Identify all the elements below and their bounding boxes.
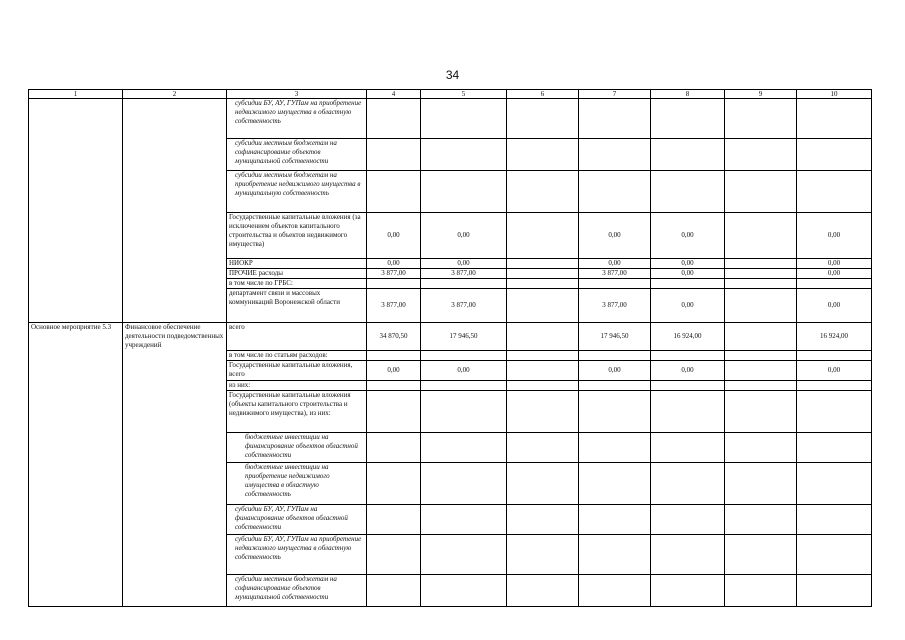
value-cell-col7	[579, 139, 651, 171]
table-row	[29, 259, 872, 269]
value-cell-col9	[725, 259, 797, 269]
column-header-2: 2	[123, 90, 227, 99]
value-cell-col8: 0,00	[651, 213, 725, 259]
value-cell-col10	[797, 139, 872, 171]
value-cell-col7: 0,00	[579, 360, 651, 380]
expense-item-cell: всего	[227, 323, 367, 351]
value-cell-col4	[367, 99, 421, 139]
value-cell-col6	[507, 279, 579, 289]
value-cell-col10	[797, 171, 872, 213]
value-cell-col7: 3 877,00	[579, 269, 651, 279]
value-cell-col6	[507, 323, 579, 351]
activity-cell	[29, 432, 123, 462]
value-cell-col5	[421, 504, 507, 534]
value-cell-col5: 17 946,50	[421, 323, 507, 351]
table-row	[29, 462, 872, 504]
activity-cell	[29, 350, 123, 360]
column-header-1: 1	[29, 90, 123, 99]
value-cell-col8	[651, 279, 725, 289]
table-row	[29, 534, 872, 574]
activity-cell	[29, 139, 123, 171]
value-cell-col8	[651, 534, 725, 574]
value-cell-col5: 3 877,00	[421, 289, 507, 323]
column-header-8: 8	[651, 90, 725, 99]
program-name-cell	[123, 289, 227, 323]
value-cell-col7: 0,00	[579, 213, 651, 259]
program-name-cell	[123, 380, 227, 390]
table-row	[29, 360, 872, 380]
value-cell-col9	[725, 390, 797, 432]
activity-cell	[29, 99, 123, 139]
value-cell-col8	[651, 432, 725, 462]
value-cell-col8	[651, 350, 725, 360]
value-cell-col4	[367, 462, 421, 504]
value-cell-col6	[507, 534, 579, 574]
value-cell-col10	[797, 504, 872, 534]
value-cell-col7	[579, 380, 651, 390]
expense-item-cell: субсидии БУ, АУ, ГУПам на приобретение недвижимого имущества в областную собственность	[227, 534, 367, 574]
value-cell-col10: 0,00	[797, 269, 872, 279]
program-name-cell	[123, 269, 227, 279]
program-name-cell	[123, 360, 227, 380]
expense-item-cell: бюджетные инвестиции на финансирование объектов областной собственности	[227, 432, 367, 462]
program-name-cell	[123, 432, 227, 462]
table-row	[29, 139, 872, 171]
expense-item-cell: субсидии местным бюджетам на софинансирование объектов муниципальной собственности	[227, 139, 367, 171]
value-cell-col9	[725, 171, 797, 213]
program-name-cell	[123, 462, 227, 504]
value-cell-col6	[507, 269, 579, 279]
value-cell-col10	[797, 462, 872, 504]
value-cell-col4: 3 877,00	[367, 289, 421, 323]
value-cell-col5: 0,00	[421, 213, 507, 259]
activity-cell	[29, 259, 123, 269]
value-cell-col5	[421, 432, 507, 462]
expense-item-cell: ПРОЧИЕ расходы	[227, 269, 367, 279]
value-cell-col5	[421, 279, 507, 289]
value-cell-col4	[367, 380, 421, 390]
value-cell-col5	[421, 390, 507, 432]
table-row	[29, 432, 872, 462]
value-cell-col8: 0,00	[651, 360, 725, 380]
table-row	[29, 380, 872, 390]
value-cell-col7	[579, 574, 651, 606]
value-cell-col9	[725, 574, 797, 606]
value-cell-col6	[507, 350, 579, 360]
value-cell-col7	[579, 462, 651, 504]
program-name-cell	[123, 279, 227, 289]
value-cell-col10: 0,00	[797, 360, 872, 380]
expense-item-cell: субсидии БУ, АУ, ГУПам на финансирование объектов областной собственности	[227, 504, 367, 534]
activity-cell	[29, 360, 123, 380]
activity-cell	[29, 269, 123, 279]
value-cell-col8	[651, 139, 725, 171]
value-cell-col6	[507, 259, 579, 269]
value-cell-col4	[367, 139, 421, 171]
value-cell-col9	[725, 432, 797, 462]
value-cell-col10	[797, 380, 872, 390]
value-cell-col8: 16 924,00	[651, 323, 725, 351]
value-cell-col9	[725, 504, 797, 534]
value-cell-col8	[651, 171, 725, 213]
expense-item-cell: субсидии местным бюджетам на приобретение недвижимого имущества в муниципальную собственность	[227, 171, 367, 213]
value-cell-col8: 0,00	[651, 269, 725, 279]
table-body	[29, 99, 872, 607]
program-name-cell	[123, 213, 227, 259]
value-cell-col4	[367, 432, 421, 462]
value-cell-col9	[725, 279, 797, 289]
value-cell-col6	[507, 574, 579, 606]
expense-item-cell: Государственные капитальные вложения (за исключением объектов капитального строительства и объектов недвижимого имущества)	[227, 213, 367, 259]
value-cell-col4	[367, 279, 421, 289]
value-cell-col4	[367, 574, 421, 606]
value-cell-col8	[651, 462, 725, 504]
value-cell-col5	[421, 350, 507, 360]
program-name-cell	[123, 574, 227, 606]
activity-cell	[29, 390, 123, 432]
table-row	[29, 289, 872, 323]
value-cell-col7	[579, 350, 651, 360]
column-header-3: 3	[227, 90, 367, 99]
expense-item-cell: департамент связи и массовых коммуникаций Воронежской области	[227, 289, 367, 323]
activity-cell	[29, 213, 123, 259]
activity-cell	[29, 574, 123, 606]
value-cell-col7	[579, 390, 651, 432]
column-header-5: 5	[421, 90, 507, 99]
value-cell-col5: 3 877,00	[421, 269, 507, 279]
table-row	[29, 574, 872, 606]
value-cell-col4: 0,00	[367, 360, 421, 380]
value-cell-col8: 0,00	[651, 259, 725, 269]
value-cell-col7: 0,00	[579, 259, 651, 269]
value-cell-col9	[725, 350, 797, 360]
value-cell-col5	[421, 171, 507, 213]
value-cell-col7	[579, 171, 651, 213]
expense-item-cell: Государственные капитальные вложения, всего	[227, 360, 367, 380]
column-number-row	[29, 90, 872, 99]
column-header-6: 6	[507, 90, 579, 99]
table-row	[29, 390, 872, 432]
value-cell-col10: 0,00	[797, 213, 872, 259]
value-cell-col10	[797, 534, 872, 574]
value-cell-col10: 0,00	[797, 259, 872, 269]
value-cell-col4: 3 877,00	[367, 269, 421, 279]
activity-cell	[29, 534, 123, 574]
value-cell-col10	[797, 390, 872, 432]
value-cell-col8	[651, 99, 725, 139]
value-cell-col7: 3 877,00	[579, 289, 651, 323]
expense-item-cell: в том числе по ГРБС:	[227, 279, 367, 289]
expense-item-cell: НИОКР	[227, 259, 367, 269]
column-header-7: 7	[579, 90, 651, 99]
value-cell-col8	[651, 390, 725, 432]
value-cell-col9	[725, 360, 797, 380]
value-cell-col10: 0,00	[797, 289, 872, 323]
value-cell-col7: 17 946,50	[579, 323, 651, 351]
program-name-cell	[123, 350, 227, 360]
expense-item-cell: субсидии БУ, АУ, ГУПам на приобретение недвижимого имущества в областную собственность	[227, 99, 367, 139]
column-header-4: 4	[367, 90, 421, 99]
value-cell-col9	[725, 139, 797, 171]
value-cell-col7	[579, 99, 651, 139]
expense-item-cell: бюджетные инвестиции на приобретение недвижимого имущества в областную собственность	[227, 462, 367, 504]
page-number: 34	[445, 68, 460, 82]
table-row	[29, 269, 872, 279]
table-row	[29, 350, 872, 360]
program-name-cell: Финансовое обеспечение деятельности подведомственных учреждений	[123, 323, 227, 351]
value-cell-col5	[421, 462, 507, 504]
value-cell-col7	[579, 504, 651, 534]
table-row	[29, 504, 872, 534]
value-cell-col10	[797, 574, 872, 606]
value-cell-col4	[367, 171, 421, 213]
value-cell-col6	[507, 139, 579, 171]
value-cell-col7	[579, 432, 651, 462]
value-cell-col4	[367, 504, 421, 534]
value-cell-col10	[797, 279, 872, 289]
value-cell-col6	[507, 99, 579, 139]
expenditure-table	[28, 89, 872, 607]
activity-cell	[29, 171, 123, 213]
value-cell-col9	[725, 534, 797, 574]
value-cell-col6	[507, 289, 579, 323]
expense-item-cell: в том числе по статьям расходов:	[227, 350, 367, 360]
value-cell-col4: 34 870,50	[367, 323, 421, 351]
program-name-cell	[123, 171, 227, 213]
value-cell-col6	[507, 462, 579, 504]
value-cell-col6	[507, 213, 579, 259]
value-cell-col7	[579, 279, 651, 289]
activity-cell: Основное мероприятие 5.3	[29, 323, 123, 351]
value-cell-col8	[651, 504, 725, 534]
value-cell-col9	[725, 323, 797, 351]
value-cell-col5	[421, 574, 507, 606]
program-name-cell	[123, 139, 227, 171]
activity-cell	[29, 279, 123, 289]
value-cell-col6	[507, 390, 579, 432]
program-name-cell	[123, 259, 227, 269]
value-cell-col4: 0,00	[367, 259, 421, 269]
value-cell-col4	[367, 350, 421, 360]
value-cell-col4	[367, 534, 421, 574]
expense-item-cell: субсидии местным бюджетам на софинансирование объектов муниципальной собственности	[227, 574, 367, 606]
value-cell-col9	[725, 380, 797, 390]
value-cell-col9	[725, 289, 797, 323]
value-cell-col5: 0,00	[421, 259, 507, 269]
value-cell-col5	[421, 99, 507, 139]
table-row	[29, 171, 872, 213]
value-cell-col6	[507, 432, 579, 462]
table-row	[29, 323, 872, 351]
value-cell-col5: 0,00	[421, 360, 507, 380]
value-cell-col9	[725, 99, 797, 139]
column-header-10: 10	[797, 90, 872, 99]
expense-item-cell: Государственные капитальные вложения (объекты капитального строительства и недвижимого имущества), из них:	[227, 390, 367, 432]
value-cell-col5	[421, 380, 507, 390]
value-cell-col8: 0,00	[651, 289, 725, 323]
value-cell-col10: 16 924,00	[797, 323, 872, 351]
value-cell-col9	[725, 213, 797, 259]
table-row	[29, 99, 872, 139]
program-name-cell	[123, 534, 227, 574]
value-cell-col10	[797, 350, 872, 360]
value-cell-col8	[651, 380, 725, 390]
value-cell-col4	[367, 390, 421, 432]
activity-cell	[29, 504, 123, 534]
program-name-cell	[123, 99, 227, 139]
table-row	[29, 213, 872, 259]
value-cell-col4: 0,00	[367, 213, 421, 259]
value-cell-col7	[579, 534, 651, 574]
value-cell-col6	[507, 171, 579, 213]
value-cell-col10	[797, 99, 872, 139]
activity-cell	[29, 289, 123, 323]
expense-item-cell: из них:	[227, 380, 367, 390]
value-cell-col6	[507, 504, 579, 534]
value-cell-col5	[421, 534, 507, 574]
column-header-9: 9	[725, 90, 797, 99]
value-cell-col9	[725, 269, 797, 279]
activity-cell	[29, 462, 123, 504]
value-cell-col6	[507, 360, 579, 380]
value-cell-col9	[725, 462, 797, 504]
program-name-cell	[123, 504, 227, 534]
value-cell-col5	[421, 139, 507, 171]
program-name-cell	[123, 390, 227, 432]
activity-cell	[29, 380, 123, 390]
value-cell-col6	[507, 380, 579, 390]
value-cell-col10	[797, 432, 872, 462]
value-cell-col8	[651, 574, 725, 606]
table-row	[29, 279, 872, 289]
